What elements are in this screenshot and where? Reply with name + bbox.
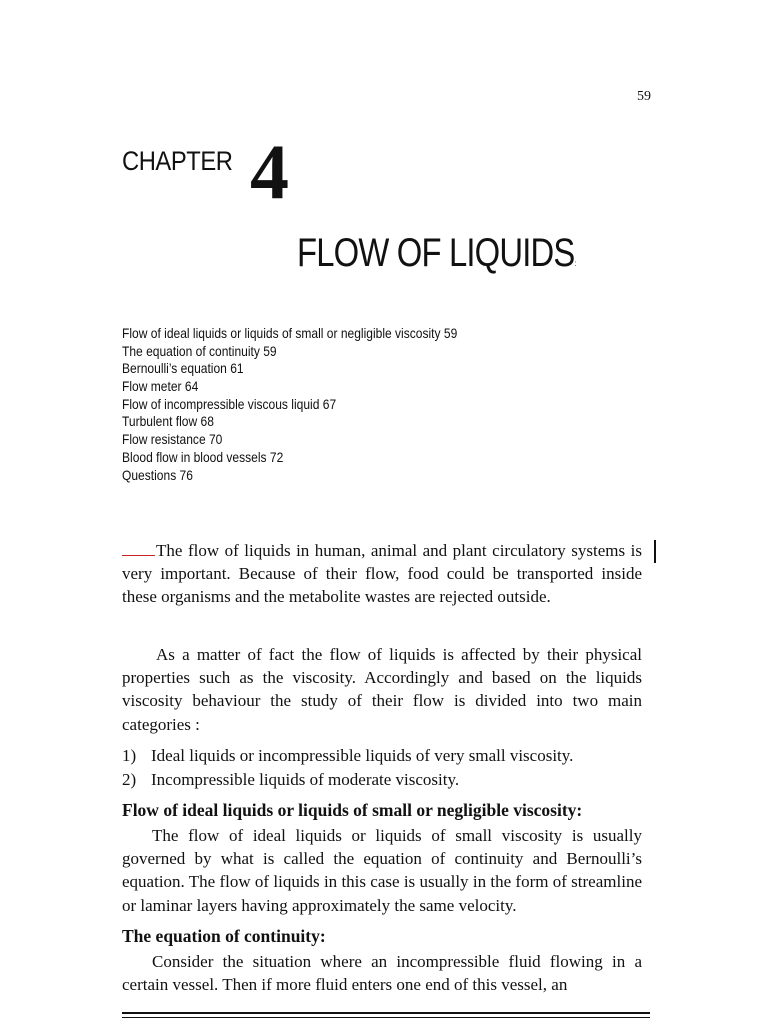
list-number: 2) (122, 769, 137, 789)
revision-underline (122, 542, 155, 556)
section-paragraph-continuity: Consider the situation where an incompressible fluid flowing in a certain vessel. Then if more fluid enters one end of this vessel, an (122, 952, 642, 995)
toc-item: Questions 76 (122, 466, 193, 483)
footer-rule (122, 1017, 650, 1018)
chapter-title (297, 231, 576, 276)
page-number: 59 (637, 89, 651, 104)
section-heading-ideal-liquids: Flow of ideal liquids or liquids of small or negligible viscosity: (122, 800, 583, 820)
toc-item: Flow of incompressible viscous liquid 67 (122, 395, 337, 412)
toc-item: Turbulent flow 68 (122, 413, 214, 430)
toc-item: Flow resistance 70 (122, 431, 223, 448)
section-heading-continuity: The equation of continuity: (122, 926, 326, 946)
list-item (122, 768, 573, 792)
categories-paragraph: As a matter of fact the flow of liquids is affected by their physical properties such as the viscosity. Accordingly and based on the liquids viscosity behaviour the study of their flow is divided into two main categories : (122, 645, 642, 734)
category-list (122, 744, 573, 791)
table-of-contents (122, 325, 512, 484)
list-text: Incompressible liquids of moderate viscosity. (151, 769, 460, 789)
toc-item: Flow of ideal liquids or liquids of small or negligible viscosity 59 (122, 325, 458, 341)
list-item (122, 744, 573, 768)
intro-paragraph (122, 539, 642, 609)
toc-item: Bernoulli’s equation 61 (122, 360, 244, 377)
footer-rule (122, 1012, 650, 1014)
toc-item: The equation of continuity 59 (122, 342, 277, 359)
intro-paragraph-text: The flow of liquids in human, animal and plant circulatory systems is very important. Because of their flow, food could be transported inside these organisms and the metabolite wastes are rejected outside. (122, 541, 642, 607)
list-number: 1) (122, 746, 137, 765)
list-text: Ideal liquids or incompressible liquids of very small viscosity. (151, 746, 574, 765)
chapter-number: 4 (250, 128, 289, 215)
revision-bar (654, 540, 656, 563)
section-paragraph-ideal-liquids: The flow of ideal liquids or liquids of small viscosity is usually governed by what is called the equation of continuity and Bernoulli’s equation. The flow of liquids in this case is usually in the form of streamline or laminar layers having approximately the same velocity. (122, 826, 642, 915)
chapter-label: CHAPTER (122, 146, 233, 176)
chapter-title-mark: : (574, 259, 577, 268)
chapter-title-text: FLOW OF LIQUIDS (297, 231, 575, 275)
toc-item: Flow meter 64 (122, 378, 199, 395)
toc-item: Blood flow in blood vessels 72 (122, 448, 284, 465)
